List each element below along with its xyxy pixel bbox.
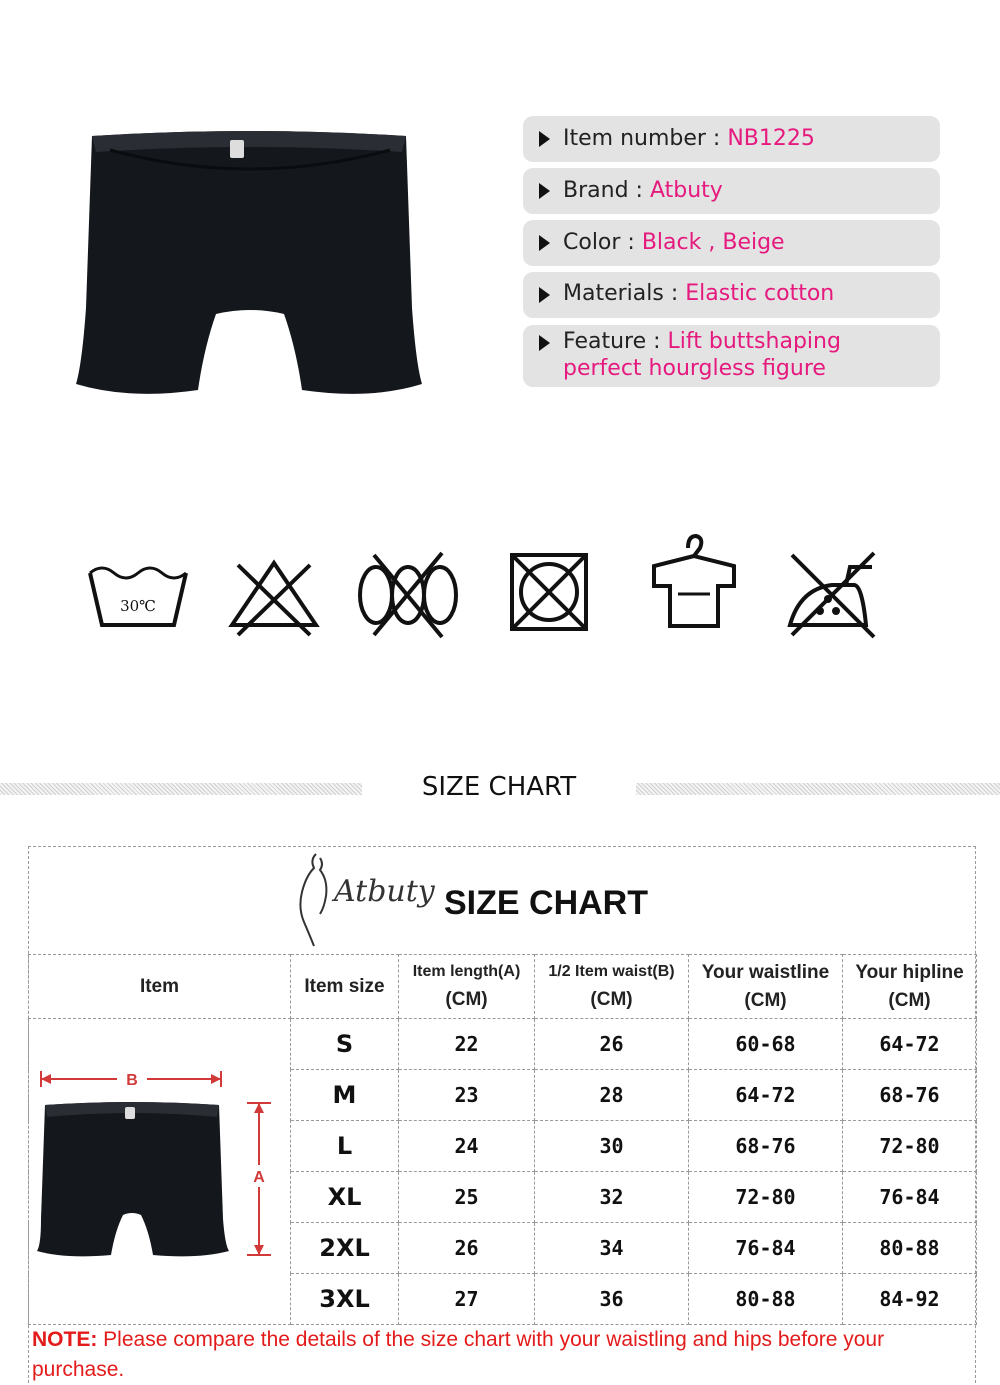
- header-length-label: Item length(A): [412, 963, 521, 980]
- cell-waistline: 76-84: [689, 1223, 843, 1274]
- size-chart-heading: SIZE CHART: [421, 772, 577, 802]
- spec-value: Atbuty: [649, 178, 723, 203]
- size-note: [32, 1325, 972, 1385]
- cell-size: M: [291, 1070, 399, 1121]
- spec-label: Feature :: [563, 329, 661, 354]
- cell-waist: 28: [535, 1070, 689, 1121]
- cell-length: 25: [399, 1172, 535, 1223]
- bullet-triangle-icon: [539, 131, 550, 147]
- wash-30-icon: [88, 545, 188, 640]
- cell-hipline: 76-84: [843, 1172, 977, 1223]
- cell-size: L: [291, 1121, 399, 1172]
- heading-divider-right: [636, 783, 1000, 795]
- header-your-hipline: [843, 955, 977, 1019]
- hang-dry-icon: [648, 532, 740, 632]
- bullet-triangle-icon: [539, 335, 550, 351]
- spec-brand: [523, 168, 940, 214]
- header-waistline-label: Your waistline: [701, 961, 830, 983]
- cell-size: XL: [291, 1172, 399, 1223]
- header-item-length: [399, 955, 535, 1019]
- spec-color: [523, 220, 940, 266]
- spec-value: Black , Beige: [641, 230, 785, 255]
- header-hipline-label: Your hipline: [855, 961, 964, 983]
- cell-length: 22: [399, 1019, 535, 1070]
- size-table: [28, 954, 977, 1325]
- no-iron-icon: [786, 545, 878, 640]
- header-waistline-unit: (CM): [744, 989, 787, 1011]
- cell-length: 24: [399, 1121, 535, 1172]
- cell-waistline: 64-72: [689, 1070, 843, 1121]
- bullet-triangle-icon: [539, 183, 550, 199]
- note-text: Please compare the details of the size chart with your waistling and hips before your purchase.: [32, 1328, 885, 1381]
- cell-waistline: 68-76: [689, 1121, 843, 1172]
- cell-hipline: 64-72: [843, 1019, 977, 1070]
- diagram-label-a: A: [253, 1169, 265, 1186]
- measurement-diagram-image: [29, 1019, 291, 1319]
- cell-size: S: [291, 1019, 399, 1070]
- cell-waist: 34: [535, 1223, 689, 1274]
- cell-waist: 32: [535, 1172, 689, 1223]
- bullet-triangle-icon: [539, 235, 550, 251]
- cell-hipline: 80-88: [843, 1223, 977, 1274]
- note-label: NOTE:: [32, 1328, 98, 1351]
- spec-value: NB1225: [727, 126, 815, 151]
- cell-waist: 26: [535, 1019, 689, 1070]
- cell-hipline: 84-92: [843, 1274, 977, 1325]
- chart-title: SIZE CHART: [444, 884, 648, 922]
- no-dry-clean-icon: [356, 545, 460, 640]
- spec-value: Elastic cotton: [685, 281, 835, 306]
- cell-length: 27: [399, 1274, 535, 1325]
- spec-materials: [523, 272, 940, 318]
- header-item: Item: [29, 955, 291, 1019]
- header-length-unit: (CM): [445, 989, 488, 1010]
- spec-item-number: [523, 116, 940, 162]
- spec-label: Materials :: [563, 281, 679, 306]
- wash-temp-label: 30℃: [120, 597, 156, 615]
- table-row: [29, 1019, 977, 1070]
- cell-waistline: 60-68: [689, 1019, 843, 1070]
- no-bleach-icon: [228, 545, 320, 640]
- brand-logo-text: Atbuty: [334, 874, 435, 909]
- header-item-size: Item size: [291, 955, 399, 1019]
- cell-hipline: 72-80: [843, 1121, 977, 1172]
- header-waist-label: 1/2 Item waist(B): [548, 963, 675, 980]
- cell-size: 3XL: [291, 1274, 399, 1325]
- brand-logo-silhouette: [290, 852, 340, 948]
- spec-label: Item number :: [563, 126, 721, 151]
- header-hipline-unit: (CM): [888, 989, 931, 1011]
- cell-size: 2XL: [291, 1223, 399, 1274]
- diagram-label-b: B: [126, 1072, 138, 1089]
- spec-label: Brand :: [563, 178, 643, 203]
- product-image: [70, 128, 428, 400]
- heading-divider-left: [0, 783, 362, 795]
- table-header-row: [29, 955, 977, 1019]
- spec-label: Color :: [563, 230, 635, 255]
- cell-waistline: 80-88: [689, 1274, 843, 1325]
- bullet-triangle-icon: [539, 287, 550, 303]
- header-item-waist: [535, 955, 689, 1019]
- cell-waist: 30: [535, 1121, 689, 1172]
- header-waist-unit: (CM): [590, 989, 633, 1010]
- cell-length: 23: [399, 1070, 535, 1121]
- no-tumble-dry-icon: [508, 545, 590, 640]
- cell-length: 26: [399, 1223, 535, 1274]
- spec-value-line2: perfect hourgless figure: [563, 356, 826, 381]
- cell-hipline: 68-76: [843, 1070, 977, 1121]
- spec-feature: [523, 325, 940, 387]
- measurement-diagram: [29, 1019, 291, 1325]
- cell-waistline: 72-80: [689, 1172, 843, 1223]
- header-your-waistline: [689, 955, 843, 1019]
- cell-waist: 36: [535, 1274, 689, 1325]
- spec-value: Lift buttshaping: [667, 329, 841, 354]
